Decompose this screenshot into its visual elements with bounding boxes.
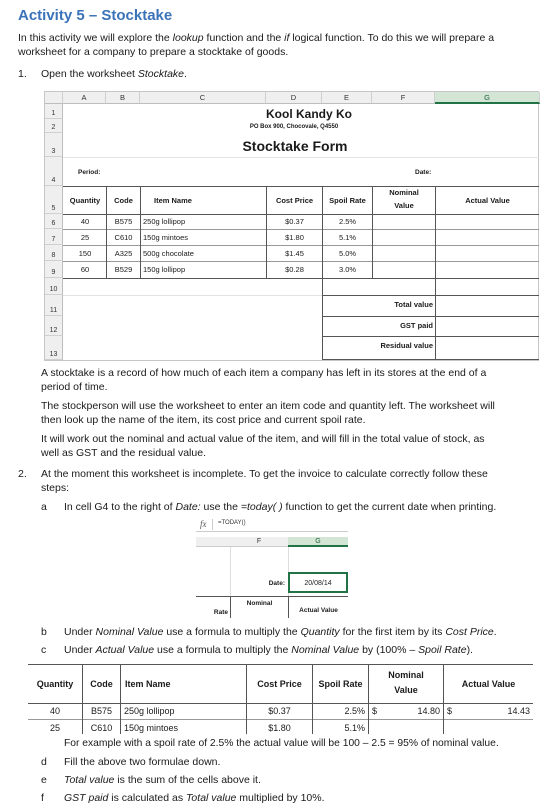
crop-date-label: Date: xyxy=(268,580,285,587)
period-label: Period: xyxy=(78,169,101,176)
cell-spoil-rate[interactable]: 5.1% xyxy=(338,233,357,242)
column-header-a[interactable]: A xyxy=(63,92,106,104)
header-cost-price: Cost Price xyxy=(257,679,302,689)
cell-actual-currency: $ xyxy=(447,706,453,716)
step-b-letter: b xyxy=(41,626,47,638)
result-table-screenshot xyxy=(28,664,533,734)
step-f-text: GST paid is calculated as Total value multiplied by 10%. xyxy=(64,792,325,804)
cell-cost-price[interactable]: $0.28 xyxy=(285,265,304,274)
company-address: PO Box 900, Chocovale, Q4550 xyxy=(249,124,339,130)
cell-cost-price[interactable]: $1.45 xyxy=(285,249,304,258)
row-header-2[interactable]: 2 xyxy=(45,119,63,133)
step-d-text: Fill the above two formulae down. xyxy=(64,756,221,768)
cell-spoil-rate[interactable]: 2.5% xyxy=(338,217,357,226)
cell-item-name[interactable]: 500g chocolate xyxy=(143,249,194,258)
row-header-6[interactable]: 6 xyxy=(45,214,63,229)
cell-item-name[interactable]: 250g lollipop xyxy=(143,217,186,226)
header-spoil-rate: Spoil Rate xyxy=(318,679,363,689)
step-1-text: Open the worksheet Stocktake. xyxy=(41,68,187,80)
gst-paid-label: GST paid xyxy=(400,321,433,330)
company-name: Kool Kandy Ko xyxy=(266,107,352,121)
row-header-9[interactable]: 9 xyxy=(45,261,63,278)
step-e-letter: e xyxy=(41,774,47,786)
step-f-letter: f xyxy=(41,792,44,804)
header-spoil-rate: Spoil Rate xyxy=(329,196,366,205)
step-c-letter: c xyxy=(41,644,47,656)
step-d-letter: d xyxy=(41,756,47,768)
header-actual-value: Actual Value xyxy=(465,196,510,205)
step-a-text: In cell G4 to the right of Date: use the =today( ) function to get the current date when printing. xyxy=(64,501,497,513)
header-nominal: Nominal xyxy=(389,188,419,197)
column-header-f[interactable]: F xyxy=(372,92,435,104)
crop-nominal-label: Nominal xyxy=(246,600,273,607)
cell-spoil-rate: 2.5% xyxy=(344,706,365,716)
formula-bar[interactable]: =TODAY() xyxy=(218,520,246,526)
row-header-1[interactable]: 1 xyxy=(45,104,63,119)
row-header-13[interactable]: 13 xyxy=(45,336,63,360)
cell-code: B575 xyxy=(90,706,113,716)
cell-code[interactable]: C610 xyxy=(114,233,133,242)
row-header-7[interactable]: 7 xyxy=(45,229,63,245)
step-a-letter: a xyxy=(41,501,47,513)
residual-value-label: Residual value xyxy=(380,341,433,350)
cell-code[interactable]: A325 xyxy=(114,249,133,258)
column-header-c[interactable]: C xyxy=(140,92,266,104)
cell-nominal-currency: $ xyxy=(372,706,378,716)
step-2-number: 2. xyxy=(18,468,27,480)
select-all-corner[interactable] xyxy=(45,92,63,104)
column-header-f[interactable]: F xyxy=(256,538,262,545)
column-header-b[interactable]: B xyxy=(106,92,140,104)
form-title: Stocktake Form xyxy=(242,138,348,154)
header-nominal: Nominal xyxy=(388,670,424,680)
cell-item-name[interactable]: 150g lollipop xyxy=(143,265,186,274)
cell-cost-price: $1.80 xyxy=(268,723,291,733)
header-quantity: Quantity xyxy=(69,196,101,205)
cell-quantity[interactable]: 25 xyxy=(80,233,90,242)
cell-spoil-rate: 5.1% xyxy=(344,723,365,733)
column-header-e[interactable]: E xyxy=(322,92,372,104)
step-1-number: 1. xyxy=(18,68,27,80)
para-nominal-actual: It will work out the nominal and actual value of the item, and will fill in the total value of stock, as well as GST and the residual value. xyxy=(41,433,485,459)
cell-code[interactable]: B575 xyxy=(114,217,133,226)
header-nominal-value: Value xyxy=(394,685,418,695)
header-item-name: Item Name xyxy=(125,679,171,689)
page-title: Activity 5 – Stocktake xyxy=(18,7,173,24)
cell-quantity[interactable]: 150 xyxy=(78,249,92,258)
para-stocktake-definition: A stocktake is a record of how much of each item a company has left in its stores at the end of a period of time. xyxy=(41,367,487,393)
cell-quantity: 25 xyxy=(49,723,60,733)
cell-nominal-value: 14.80 xyxy=(417,706,440,716)
total-value-label: Total value xyxy=(394,300,433,309)
cell-cost-price: $0.37 xyxy=(268,706,291,716)
header-quantity: Quantity xyxy=(36,679,74,689)
crop-actual-label: Actual Value xyxy=(299,607,338,614)
header-code: Code xyxy=(90,679,113,689)
step-c-text: Under Actual Value use a formula to multiply the Nominal Value by (100% – Spoil Rate). xyxy=(64,644,473,656)
column-header-g[interactable]: G xyxy=(435,92,540,104)
header-actual-value: Actual Value xyxy=(461,679,516,689)
row-header-3[interactable]: 3 xyxy=(45,133,63,157)
cell-code[interactable]: B529 xyxy=(114,265,133,274)
para-stockperson: The stockperson will use the worksheet to enter an item code and quantity left. The worksheet will then look up the name of the item, its cost price and current spoil rate. xyxy=(41,400,495,426)
crop-rate-label: Rate xyxy=(213,609,228,616)
cell-item-name: 150g mintoes xyxy=(124,723,179,733)
intro-paragraph: In this activity we will explore the lookup function and the if logical function. To do this we will prepare a worksheet for a company to prepare a stocktake of goods. xyxy=(18,32,495,58)
example-text: For example with a spoil rate of 2.5% the actual value will be 100 – 2.5 = 95% of nominal value. xyxy=(64,738,499,749)
header-item-name: Item Name xyxy=(154,196,192,205)
step-2-text: At the moment this worksheet is incomplete. To get the invoice to calculate correctly follow these steps: xyxy=(41,468,488,494)
row-header-8[interactable]: 8 xyxy=(45,245,63,261)
header-cost-price: Cost Price xyxy=(275,196,314,205)
row-header-4[interactable]: 4 xyxy=(45,157,63,186)
row-header-11[interactable]: 11 xyxy=(45,295,63,316)
header-nominal-value: Value xyxy=(394,201,414,210)
header-code: Code xyxy=(114,196,133,205)
column-header-g[interactable]: G xyxy=(315,538,321,545)
crop-date-value[interactable]: 20/08/14 xyxy=(304,580,332,587)
cell-quantity[interactable]: 40 xyxy=(80,217,90,226)
cell-item-name: 250g lollipop xyxy=(124,706,175,716)
cell-spoil-rate[interactable]: 5.0% xyxy=(338,249,357,258)
date-label: Date: xyxy=(415,169,432,176)
cell-cost-price[interactable]: $1.80 xyxy=(285,233,304,242)
row-header-5[interactable]: 5 xyxy=(45,186,63,214)
cell-cost-price[interactable]: $0.37 xyxy=(285,217,304,226)
step-e-text: Total value is the sum of the cells above it. xyxy=(64,774,261,786)
cell-actual-value: 14.43 xyxy=(507,706,530,716)
cell-code: C610 xyxy=(90,723,113,733)
column-header-d[interactable]: D xyxy=(266,92,322,104)
cell-quantity[interactable]: 60 xyxy=(80,265,90,274)
cell-quantity: 40 xyxy=(49,706,60,716)
row-header-10[interactable]: 10 xyxy=(45,278,63,295)
stocktake-worksheet xyxy=(44,91,539,361)
today-formula-screenshot xyxy=(196,518,348,618)
cell-spoil-rate[interactable]: 3.0% xyxy=(338,265,357,274)
step-b-text: Under Nominal Value use a formula to multiply the Quantity for the first item by its Cost Price. xyxy=(64,626,497,638)
fx-icon[interactable]: fx xyxy=(200,519,207,529)
cell-item-name[interactable]: 150g mintoes xyxy=(143,233,189,242)
row-header-12[interactable]: 12 xyxy=(45,316,63,336)
